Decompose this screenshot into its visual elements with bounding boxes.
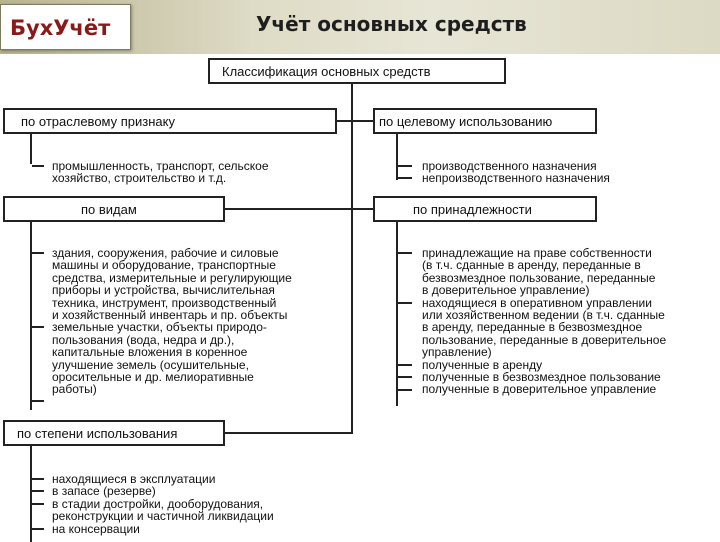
page-title: Учёт основных средств [256, 12, 527, 36]
connector-ownership [396, 222, 398, 406]
list-item: принадлежащие на праве собственности [422, 246, 652, 260]
bullet-dash [398, 252, 412, 254]
list-item: на консервации [52, 521, 140, 536]
branch-purpose [353, 120, 373, 122]
classification-diagram [0, 54, 720, 540]
bullet-dash [32, 252, 44, 254]
list-industry [52, 160, 269, 185]
branch-ownership [353, 208, 373, 210]
category-purpose [373, 108, 597, 134]
category-types-label: по видам [81, 202, 137, 217]
list-item: приборы и устройства, вычислительная [52, 283, 275, 298]
list-item: оросительные и др. мелиоративные [52, 370, 254, 385]
list-item: непроизводственного назначения [422, 171, 610, 186]
list-item: машины и оборудование, транспортные [52, 258, 276, 273]
category-purpose-label: по целевому использованию [379, 114, 553, 129]
category-usage-label: по степени использования [17, 426, 178, 441]
list-item: полученные в безвозмездное пользование [422, 370, 661, 385]
list-item: средства, измерительные и регулирующие [52, 270, 292, 285]
connector-purpose [396, 134, 398, 180]
list-item: (в т.ч. сданные в аренду, переданные в [422, 258, 641, 273]
bullet-dash [32, 528, 44, 530]
category-ownership-label: по принадлежности [413, 202, 532, 217]
list-item: улучшение земель (осушительные, [52, 357, 249, 372]
list-item: в аренду, переданные в безвозмездное [422, 320, 643, 335]
bullet-dash [398, 389, 412, 391]
bullet-dash [32, 326, 44, 328]
branch-types [225, 208, 351, 210]
bullet-dash [32, 478, 44, 480]
list-item: находящиеся в эксплуатации [52, 472, 216, 486]
list-item: хозяйство, строительство и т.д. [52, 171, 227, 186]
bullet-dash [32, 165, 44, 167]
list-purpose [422, 160, 610, 185]
bullet-dash [32, 400, 44, 402]
connector-industry [30, 134, 32, 164]
branch-industry [337, 120, 351, 122]
category-ownership [373, 196, 597, 222]
list-item: техника, инструмент, производственный [52, 295, 277, 310]
bullet-dash [398, 302, 412, 304]
list-item: управление) [422, 345, 492, 360]
category-types [3, 196, 225, 222]
bullet-dash [32, 490, 44, 492]
list-item: или хозяйственном ведении (в т.ч. сданные [422, 308, 665, 323]
list-item: земельные участки, объекты природо- [52, 320, 267, 335]
category-industry-label: по отраслевому признаку [21, 114, 175, 129]
bullet-dash [398, 364, 412, 366]
list-item: полученные в аренду [422, 357, 543, 372]
category-usage [3, 420, 225, 446]
list-item: полученные в доверительное управление [422, 382, 657, 397]
list-item: безвозмездное пользование, переданные [422, 270, 656, 285]
header-bar [0, 0, 720, 54]
connector-types [30, 222, 32, 410]
logo-text: БухУчёт [10, 16, 111, 40]
list-item: в доверительное управление) [422, 283, 590, 298]
bullet-dash [398, 165, 412, 167]
list-types [52, 247, 292, 396]
list-item: находящиеся в оперативном управлении [422, 295, 652, 310]
list-item: и хозяйственный инвентарь и пр. объекты [52, 308, 288, 323]
list-usage [52, 473, 274, 535]
list-item: пользование, переданные в доверительное [422, 332, 667, 347]
list-item: в запасе (резерве) [52, 484, 156, 499]
root-label: Классификация основных средств [222, 64, 431, 79]
list-item: промышленность, транспорт, сельское [52, 159, 269, 173]
list-item: здания, сооружения, рабочие и силовые [52, 246, 279, 260]
list-item: пользования (вода, недра и др.), [52, 332, 235, 347]
list-item: работы) [52, 382, 97, 397]
root-box [208, 58, 506, 84]
list-ownership [422, 247, 666, 396]
list-item: реконструкции и частичной ликвидации [52, 509, 274, 524]
trunk-line [351, 84, 353, 434]
branch-usage [225, 432, 351, 434]
logo [0, 4, 131, 50]
list-item: капитальные вложения в коренное [52, 345, 248, 360]
bullet-dash [32, 503, 44, 505]
category-industry [3, 108, 337, 134]
list-item: производственного назначения [422, 159, 597, 173]
bullet-dash [398, 177, 412, 179]
bullet-dash [398, 376, 412, 378]
list-item: в стадии достройки, дооборудования, [52, 496, 264, 511]
